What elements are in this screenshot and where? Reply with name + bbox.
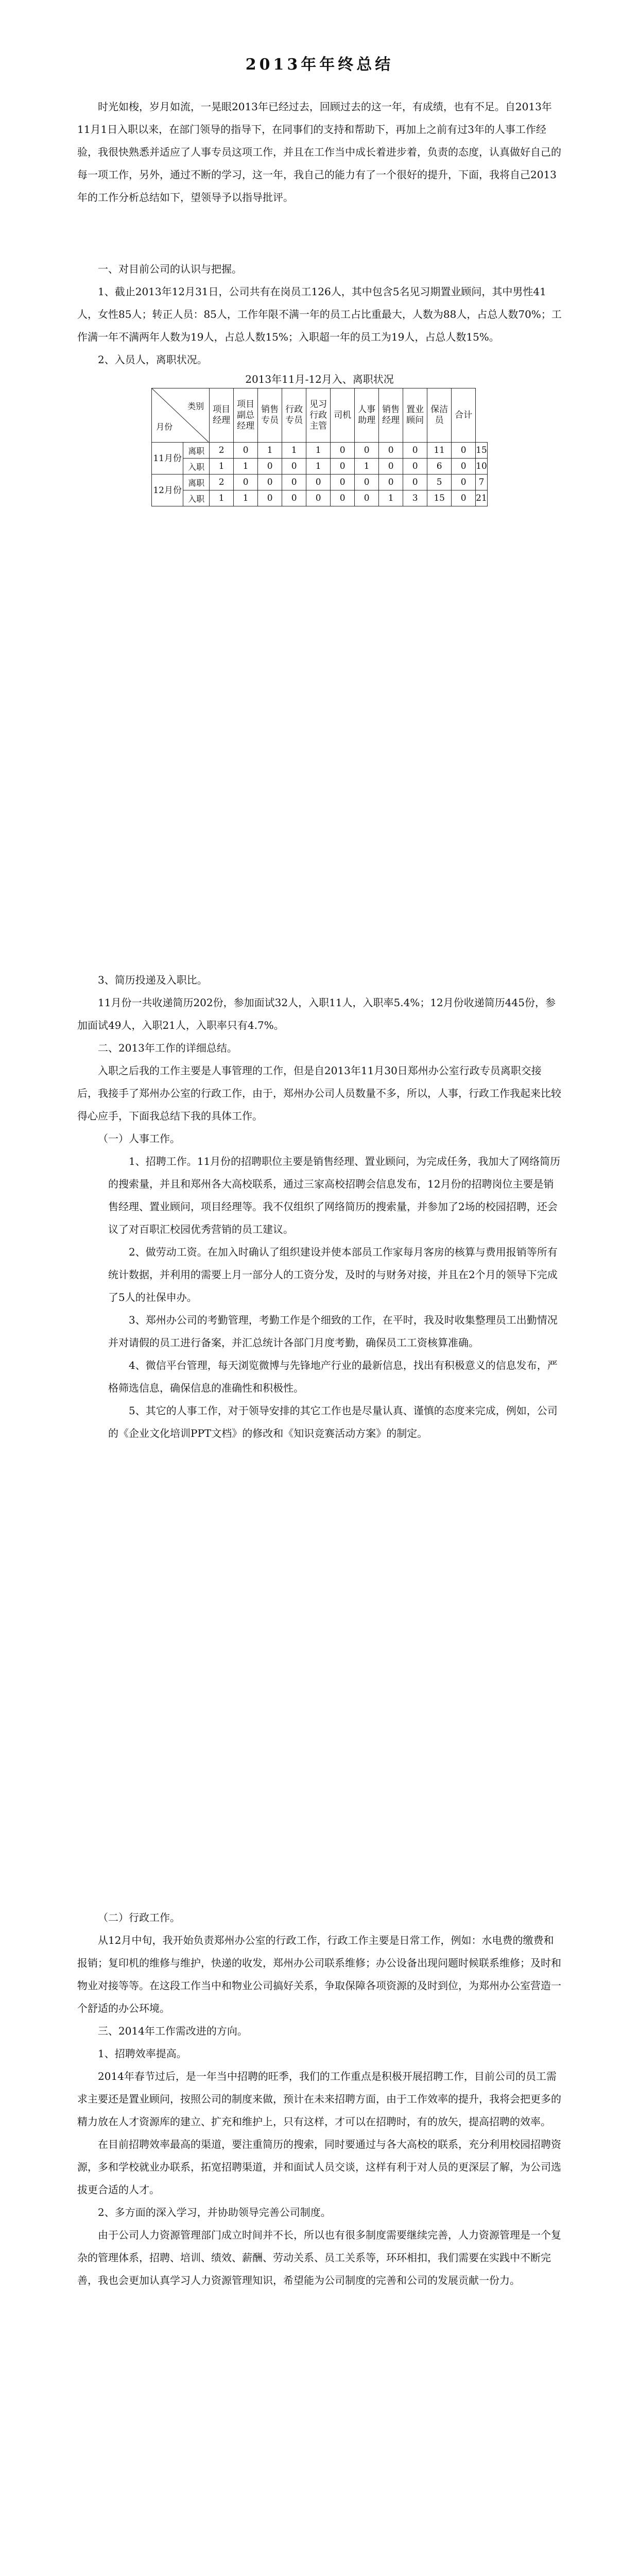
table-cell: 0 — [306, 490, 331, 506]
table-cell: 1 — [210, 459, 234, 474]
table-cell: 0 — [282, 490, 306, 506]
table-cell: 2 — [210, 443, 234, 459]
table-cell: 11 — [427, 443, 452, 459]
table-cell: 1 — [306, 459, 331, 474]
table-cell: 0 — [355, 474, 379, 490]
hr-other-paragraph: 5、其它的人事工作，对于领导安排的其它工作也是尽量认真、谨慎的态度来完成，例如，公司的《企业文化培训PPT文档》的修改和《知识竞赛活动方案》的制定。 — [108, 1404, 558, 1439]
section-two-heading: 二、2013年工作的详细总结。 — [98, 1042, 237, 1054]
turnover-table — [151, 388, 488, 506]
row-kind: 离职 — [183, 443, 210, 459]
hr-recruiting-paragraph: 1、招聘工作。11月份的招聘职位主要是销售经理、置业顾问，为完成任务，我加大了网络简历的搜索量，并且和郑州各大高校联系，通过三家高校招聘会信息发布，12月份的招聘岗位主要是销售经理、置业顾问，项目经理等。我不仅组织了网络简历的搜索量，并参加了2场的校园招聘，还会议了对百职汇校园优秀营销的员工建议。 — [108, 1155, 561, 1235]
hr-payroll-paragraph: 2、做劳动工资。在加入时确认了组织建设并使本部员工作家每月客房的核算与费用报销等所有统计数据，并利用的需要上月一部分人的工资分发，及时的与财务对接，并且在2个月的领导下完成了5人的社保申办。 — [108, 1246, 558, 1303]
table-cell: 5 — [427, 474, 452, 490]
table-cell: 1 — [379, 490, 403, 506]
table-cell: 1 — [210, 490, 234, 506]
row-group-month: 11月份 — [152, 443, 183, 474]
table-row — [152, 490, 488, 506]
table-cell: 0 — [258, 459, 282, 474]
col-header: 行政专员 — [282, 388, 306, 443]
table-row — [152, 474, 488, 490]
table-cell: 1 — [258, 443, 282, 459]
table-cell: 3 — [403, 490, 427, 506]
table-row — [152, 459, 488, 474]
staff-stats-paragraph: 1、截止2013年12月31日，公司共有在岗员工126人，其中包含5名见习期置业顾问，其中男性41人，女性85人；转正人员：85人，工作年限不满一年的员工占比重最大，人数为88人，占总人数70%；工作满一年不满两年人数为19人，占总人数15%；入职超一年的员工为19人，占总人数15%。 — [77, 285, 562, 343]
section-one-heading: 一、对目前公司的认识与把握。 — [98, 263, 242, 275]
table-cell: 15 — [476, 443, 488, 459]
recruit-efficiency-heading: 1、招聘效率提高。 — [98, 2047, 187, 2060]
col-header: 司机 — [331, 388, 355, 443]
col-header: 项目经理 — [210, 388, 234, 443]
admin-paragraph: 从12月中旬，我开始负责郑州办公室的行政工作，行政工作主要是日常工作，例如：水电费的缴费和报销；复印机的维修与维护，快递的收发，郑州办公司联系维修；办公设备出现问题时候联系维修；及时和物业对接等等。在这段工作当中和物业公司搞好关系，争取保障各项资源的及时到位，为郑州办公室营造一个舒适的办公环境。 — [77, 1934, 561, 2014]
table-cell: 0 — [306, 474, 331, 490]
recruit-efficiency-paragraph: 2014年春节过后，是一年当中招聘的旺季，我们的工作重点是积极开展招聘工作，目前公司的员工需求主要还是置业顾问，按照公司的制度来做，预计在未来招聘方面，由于工作效率的提升，我将会把更多的精力放在人才资源库的建立、扩充和维护上，只有这样，才可以在招聘时，有的放矢，提高招聘的效率。 — [77, 2070, 561, 2128]
diagonal-line — [152, 388, 209, 442]
table-cell: 0 — [452, 490, 476, 506]
turnover-heading: 2、入员人，离职状况。 — [98, 353, 208, 366]
table-cell: 0 — [331, 459, 355, 474]
subsection-hr-heading: （一）人事工作。 — [98, 1132, 180, 1145]
table-cell: 0 — [452, 443, 476, 459]
col-header: 项目副总经理 — [234, 388, 258, 443]
section-two-intro: 入职之后我的工作主要是人事管理的工作，但是自2013年11月30日郑州办公室行政专员离职交接后，我接手了郑州办公室的行政工作，由于，郑州办公司人员数量不多，所以，人事，行政工作我起来比较得心应手，下面我总结下我的具体工作。 — [77, 1064, 561, 1122]
col-header: 合计 — [452, 388, 476, 443]
hr-attendance-paragraph: 3、郑州办公司的考勤管理，考勤工作是个细致的工作，在平时，我及时收集整理员工出勤情况并对请假的员工进行备案，并汇总统计各部门月度考勤，确保员工工资核算准确。 — [108, 1314, 558, 1349]
intro-paragraph: 时光如梭，岁月如流，一晃眼2013年已经过去，回顾过去的这一年，有成绩，也有不足。自2013年11月1日入职以来，在部门领导的指导下，在同事们的支持和帮助下，再加上之前有过3年的人事工作经验，我很快熟悉并适应了人事专员这项工作，并且在工作当中成长着进步着，负责的态度，认真做好自己的每一项工作，另外，通过不断的学习，这一年，我自己的能力有了一个很好的提升，下面，我将自己2013年的工作分析总结如下，望领导予以指导批评。 — [77, 100, 561, 204]
table-cell: 0 — [234, 443, 258, 459]
table-header-row — [152, 388, 488, 443]
table-cell: 0 — [379, 443, 403, 459]
col-header: 置业顾问 — [403, 388, 427, 443]
table-cell: 0 — [379, 459, 403, 474]
table-cell: 0 — [331, 490, 355, 506]
resume-stats-paragraph: 11月份一共收递简历202份，参加面试32人，入职11人，入职率5.4%；12月份收递简历445份，参加面试49人，入职21人，入职率只有4.7%。 — [77, 996, 556, 1031]
table-cell: 0 — [403, 459, 427, 474]
section-one-continued — [77, 969, 562, 1445]
section-one — [77, 258, 562, 506]
table-cell: 0 — [452, 474, 476, 490]
table-cell: 21 — [476, 490, 488, 506]
subsection-admin-heading: （二）行政工作。 — [98, 1911, 180, 1924]
section-three-heading: 三、2014年工作需改进的方向。 — [98, 2025, 248, 2037]
table-corner-cell — [152, 388, 210, 443]
hr-wechat-paragraph: 4、微信平台管理，每天浏览微博与先锋地产行业的最新信息，找出有积极意义的信息发布，严格筛选信息，确保信息的准确性和积极性。 — [108, 1359, 558, 1394]
table-cell: 0 — [331, 474, 355, 490]
table-cell: 0 — [258, 490, 282, 506]
learning-heading: 2、多方面的深入学习，并协助领导完善公司制度。 — [98, 2206, 331, 2218]
section-intro — [77, 95, 562, 209]
table-cell: 0 — [355, 490, 379, 506]
table-body — [152, 443, 488, 506]
table-cell: 0 — [355, 443, 379, 459]
table-cell: 0 — [282, 459, 306, 474]
row-kind: 离职 — [183, 474, 210, 490]
table-row — [152, 443, 488, 459]
row-kind: 入职 — [183, 459, 210, 474]
row-group-month: 12月份 — [152, 474, 183, 506]
table-cell: 1 — [234, 459, 258, 474]
table-cell: 0 — [282, 474, 306, 490]
col-header: 保洁员 — [427, 388, 452, 443]
document-title: 2013年年终总结 — [245, 56, 394, 74]
table-cell: 1 — [234, 490, 258, 506]
table-cell: 10 — [476, 459, 488, 474]
table-cell: 0 — [331, 443, 355, 459]
table-cell: 15 — [427, 490, 452, 506]
table-cell: 2 — [210, 474, 234, 490]
row-kind: 入职 — [183, 490, 210, 506]
resume-heading: 3、简历投递及入职比。 — [98, 974, 208, 986]
table-cell: 6 — [427, 459, 452, 474]
recruit-channels-paragraph: 在目前招聘效率最高的渠道，要注重简历的搜索，同时要通过与各大高校的联系，充分利用校园招聘资源，多和学校就业办联系，拓宽招聘渠道，并和面试人员交谈，这样有利于对人员的更深层了解，为公司选拔更合适的人才。 — [77, 2138, 561, 2196]
table-caption: 2013年11月-12月入、离职状况 — [245, 373, 394, 385]
learning-paragraph: 由于公司人力资源管理部门成立时间并不长，所以也有很多制度需要继续完善，人力资源管理是一个复杂的管理体系，招聘、培训、绩效、薪酬、劳动关系、员工关系等，环环相扣，我们需要在实践中不断完善，我也会更加认真学习人力资源管理知识，希望能为公司制度的完善和公司的发展贡献一份力。 — [77, 2229, 561, 2286]
table-cell: 1 — [306, 443, 331, 459]
section-admin — [77, 1906, 562, 2292]
corner-label-category: 类别 — [187, 401, 204, 411]
table-cell: 0 — [379, 474, 403, 490]
table-cell: 1 — [282, 443, 306, 459]
corner-label-month: 月份 — [156, 422, 173, 432]
col-header: 见习行政主管 — [306, 388, 331, 443]
table-cell: 0 — [452, 459, 476, 474]
col-header: 销售经理 — [379, 388, 403, 443]
table-cell: 0 — [403, 443, 427, 459]
table-cell: 1 — [355, 459, 379, 474]
table-cell: 0 — [258, 474, 282, 490]
table-cell: 7 — [476, 474, 488, 490]
table-cell: 0 — [234, 474, 258, 490]
table-cell: 0 — [403, 474, 427, 490]
col-header: 销售专员 — [258, 388, 282, 443]
col-header: 人事助理 — [355, 388, 379, 443]
